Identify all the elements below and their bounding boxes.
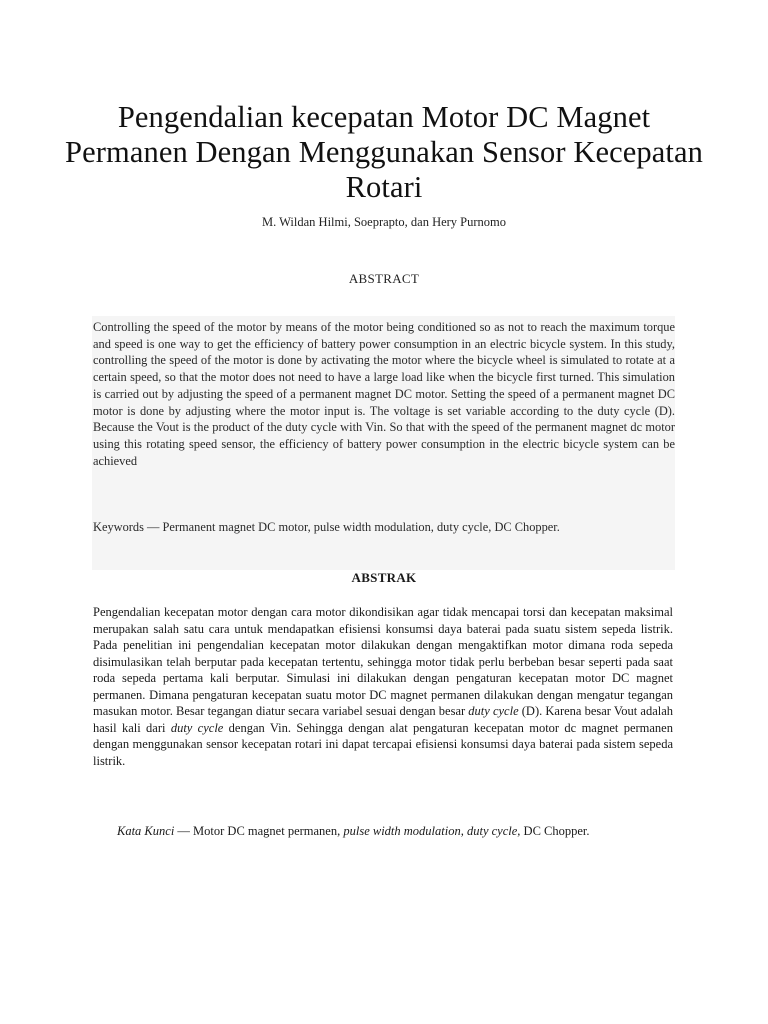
abstrak-duty-cycle-term-1: duty cycle (468, 704, 519, 718)
abstrak-body-part-1: Pengendalian kecepatan motor dengan cara motor dikondisikan agar tidak mencapai torsi dan kecepatan maksimal merupakan salah satu cara untuk mendapatkan efisiensi konsumsi daya baterai pada suatu sistem sepeda listrik. Pada penelitian ini pengendalian kecepatan motor dilakukan dengan mengaktifkan motor dimana roda sepeda disimulasikan telah berputar pada kecepatan tertentu, sehingga motor tidak perlu berbeban besar seperti pada saat roda sepeda pertama kali berputar. Simulasi ini dilakukan dengan pengaturan kecepatan motor DC magnet permanen. Dimana pengaturan kecepatan suatu motor DC magnet permanen dilakukan dengan mengatur tegangan masukan motor. Besar tegangan diatur secara variabel sesuai dengan besar (93, 605, 673, 718)
abstrak-duty-cycle-term-2: duty cycle (170, 720, 224, 735)
paper-title: Pengendalian kecepatan Motor DC Magnet Permanen Dengan Menggunakan Sensor Kecepatan Rotari (65, 100, 703, 204)
kata-kunci-text: — Motor DC magnet permanen, (174, 824, 344, 838)
abstract-heading: ABSTRACT (348, 271, 420, 286)
kata-kunci-tail: DC Chopper. (520, 824, 590, 838)
kata-kunci-label: Kata Kunci (117, 824, 175, 838)
kata-kunci-italic-terms: pulse width modulation, duty cycle, (343, 824, 521, 838)
abstract-keywords: Keywords — Permanent magnet DC motor, pulse width modulation, duty cycle, DC Chopper. (93, 520, 560, 534)
abstrak-heading: ABSTRAK (351, 570, 417, 585)
abstrak-body-part-3: dengan Vin. Sehingga dengan alat pengaturan kecepatan motor dc magnet permanen dengan menggunakan sensor kecepatan rotari ini dapat tercapai efisiensi konsumsi daya baterai pada sistem sepeda listrik. (93, 720, 673, 768)
paper-authors: M. Wildan Hilmi, Soeprapto, dan Hery Purnomo (261, 215, 507, 229)
abstrak-body (93, 604, 673, 769)
abstrak-body-part-2: (D). Karena besar Vout adalah hasil kali dari (93, 704, 674, 735)
abstrak-keywords (103, 823, 673, 840)
abstract-body: Controlling the speed of the motor by means of the motor being conditioned so as not to reach the maximum torque and speed is one way to get the efficiency of battery power consumption in an electric bicycle system. In this study, controlling the speed of the motor is done by activating the motor where the bicycle wheel is simulated to rotate at a certain speed, so that the motor does not need to have a large load like when the bicycle first turned. This simulation is carried out by adjusting the speed of a permanent magnet DC motor. Setting the speed of a permanent magnet DC motor is done by adjusting where the motor input is. The voltage is set variable according to the duty cycle (D). Because the Vout is the product of the duty cycle with Vin. So that with the speed of the permanent magnet dc motor using this rotating speed sensor, the efficiency of battery power consumption in the electric bicycle system can be achieved (93, 320, 675, 468)
